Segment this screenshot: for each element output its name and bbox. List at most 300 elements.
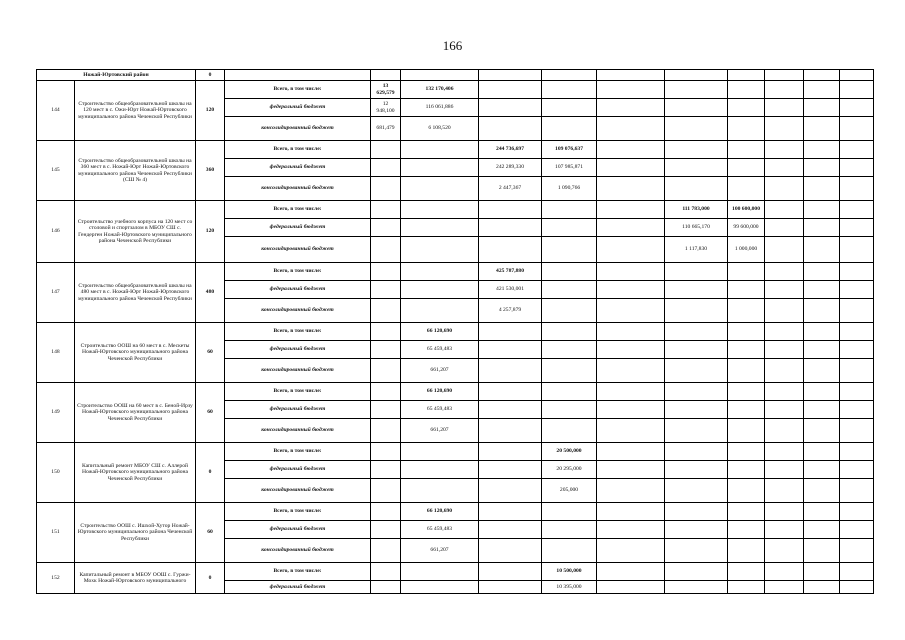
empty-cell <box>840 461 874 479</box>
empty-cell <box>840 401 874 419</box>
empty-cell <box>728 341 765 359</box>
empty-cell <box>371 201 401 219</box>
empty-cell <box>542 341 597 359</box>
consolidated-budget-label: консолидированный бюджет <box>225 117 371 141</box>
empty-cell <box>665 323 728 341</box>
empty-cell <box>371 581 401 594</box>
empty-cell <box>542 539 597 563</box>
empty-cell <box>804 237 840 263</box>
empty-cell <box>479 539 542 563</box>
total-label: Всего, в том числе: <box>225 443 371 461</box>
project-capacity: 360 <box>196 141 225 201</box>
amount-cell: 100 600,000 <box>728 201 765 219</box>
empty-cell <box>728 581 765 594</box>
empty-cell <box>840 201 874 219</box>
empty-cell <box>765 443 804 461</box>
empty-cell <box>728 383 765 401</box>
total-label: Всего, в том числе: <box>225 503 371 521</box>
empty-cell <box>728 81 765 99</box>
empty-cell <box>479 503 542 521</box>
project-name: Строительство ООШ на 60 мест в с. Беной-Ирзу Ножай-Юртовского муниципального района Чеченской Республики <box>75 383 196 443</box>
amount-cell: 66 120,690 <box>401 383 479 401</box>
empty-cell <box>542 237 597 263</box>
empty-cell <box>665 177 728 201</box>
empty-cell <box>728 99 765 117</box>
empty-cell <box>542 70 597 81</box>
empty-cell <box>804 581 840 594</box>
empty-cell <box>765 263 804 281</box>
empty-cell <box>840 479 874 503</box>
empty-cell <box>665 70 728 81</box>
empty-cell <box>401 201 479 219</box>
empty-cell <box>371 359 401 383</box>
empty-cell <box>542 281 597 299</box>
empty-cell <box>665 479 728 503</box>
project-number: 149 <box>37 383 75 443</box>
empty-cell <box>804 219 840 237</box>
empty-cell <box>665 299 728 323</box>
empty-cell <box>840 237 874 263</box>
empty-cell <box>840 563 874 581</box>
empty-cell <box>401 443 479 461</box>
empty-cell <box>597 299 665 323</box>
empty-cell <box>728 70 765 81</box>
empty-cell <box>765 539 804 563</box>
total-label: Всего, в том числе: <box>225 383 371 401</box>
project-number: 150 <box>37 443 75 503</box>
empty-cell <box>665 383 728 401</box>
amount-cell: 681,479 <box>371 117 401 141</box>
empty-cell <box>371 443 401 461</box>
empty-cell <box>665 117 728 141</box>
empty-cell <box>728 563 765 581</box>
empty-cell <box>804 141 840 159</box>
empty-cell <box>542 323 597 341</box>
empty-cell <box>765 383 804 401</box>
consolidated-budget-label: консолидированный бюджет <box>225 539 371 563</box>
empty-cell <box>728 461 765 479</box>
amount-cell: 4 257,879 <box>479 299 542 323</box>
empty-cell <box>371 299 401 323</box>
empty-cell <box>765 81 804 99</box>
page-number: 166 <box>442 38 463 53</box>
empty-cell <box>479 443 542 461</box>
consolidated-budget-label: консолидированный бюджет <box>225 177 371 201</box>
total-label: Всего, в том числе: <box>225 323 371 341</box>
project-number: 147 <box>37 263 75 323</box>
empty-cell <box>542 219 597 237</box>
empty-cell <box>597 581 665 594</box>
amount-cell: 66 120,690 <box>401 503 479 521</box>
empty-cell <box>840 117 874 141</box>
empty-cell <box>804 461 840 479</box>
empty-cell <box>665 263 728 281</box>
empty-cell <box>765 70 804 81</box>
empty-cell <box>401 581 479 594</box>
empty-cell <box>840 383 874 401</box>
empty-cell <box>542 521 597 539</box>
empty-cell <box>597 341 665 359</box>
consolidated-budget-label: консолидированный бюджет <box>225 359 371 383</box>
empty-cell <box>804 81 840 99</box>
empty-cell <box>840 521 874 539</box>
empty-cell <box>479 359 542 383</box>
amount-cell: 111 783,000 <box>665 201 728 219</box>
empty-cell <box>804 281 840 299</box>
table-row <box>37 81 874 99</box>
empty-cell <box>765 401 804 419</box>
project-number: 151 <box>37 503 75 563</box>
empty-cell <box>597 461 665 479</box>
empty-cell <box>542 299 597 323</box>
amount-cell: 110 665,170 <box>665 219 728 237</box>
project-name: Строительство общеобразовательной школы на 360 мест в с. Ножай-Юрт Ножай-Юртовского муниципального района Чеченской Республики (СШ № 4) <box>75 141 196 201</box>
empty-cell <box>371 159 401 177</box>
project-number: 152 <box>37 563 75 594</box>
empty-cell <box>665 401 728 419</box>
empty-cell <box>371 461 401 479</box>
empty-cell <box>840 503 874 521</box>
empty-cell <box>479 461 542 479</box>
empty-cell <box>542 201 597 219</box>
empty-cell <box>765 563 804 581</box>
empty-cell <box>728 117 765 141</box>
district-row <box>37 70 874 81</box>
empty-cell <box>728 503 765 521</box>
empty-cell <box>401 563 479 581</box>
empty-cell <box>804 341 840 359</box>
empty-cell <box>371 237 401 263</box>
empty-cell <box>479 323 542 341</box>
amount-cell: 661,207 <box>401 419 479 443</box>
empty-cell <box>597 70 665 81</box>
federal-budget-label: федеральный бюджет <box>225 461 371 479</box>
consolidated-budget-label: консолидированный бюджет <box>225 419 371 443</box>
table-row <box>37 323 874 341</box>
empty-cell <box>401 237 479 263</box>
empty-cell <box>597 81 665 99</box>
empty-cell <box>728 521 765 539</box>
empty-cell <box>479 117 542 141</box>
empty-cell <box>479 201 542 219</box>
amount-cell: 244 736,697 <box>479 141 542 159</box>
empty-cell <box>401 177 479 201</box>
empty-cell <box>804 70 840 81</box>
empty-cell <box>371 281 401 299</box>
empty-cell <box>804 299 840 323</box>
project-name: Строительство ООШ на 60 мест в с. Мескеты Ножай-Юртовского муниципального района Чеченской Республики <box>75 323 196 383</box>
empty-cell <box>765 419 804 443</box>
empty-cell <box>765 177 804 201</box>
empty-cell <box>840 299 874 323</box>
amount-cell: 107 985,871 <box>542 159 597 177</box>
amount-cell: 661,207 <box>401 539 479 563</box>
project-name: Строительство общеобразовательной школы на 120 мест в с. Ожи-Юрт Ножай-Юртовского муниципального района Чеченской Республики <box>75 81 196 141</box>
empty-cell <box>804 419 840 443</box>
empty-cell <box>597 383 665 401</box>
empty-cell <box>765 117 804 141</box>
empty-cell <box>728 281 765 299</box>
empty-cell <box>479 401 542 419</box>
project-number: 144 <box>37 81 75 141</box>
empty-cell <box>728 479 765 503</box>
empty-cell <box>728 359 765 383</box>
empty-cell <box>479 383 542 401</box>
consolidated-budget-label: консолидированный бюджет <box>225 299 371 323</box>
empty-cell <box>371 503 401 521</box>
empty-cell <box>840 359 874 383</box>
federal-budget-label: федеральный бюджет <box>225 521 371 539</box>
empty-cell <box>597 323 665 341</box>
empty-cell <box>665 581 728 594</box>
project-capacity: 60 <box>196 323 225 383</box>
empty-cell <box>542 117 597 141</box>
empty-cell <box>728 299 765 323</box>
empty-cell <box>225 70 371 81</box>
empty-cell <box>840 159 874 177</box>
project-capacity: 120 <box>196 81 225 141</box>
empty-cell <box>765 359 804 383</box>
amount-cell: 10 500,000 <box>542 563 597 581</box>
empty-cell <box>840 141 874 159</box>
empty-cell <box>765 281 804 299</box>
empty-cell <box>371 521 401 539</box>
empty-cell <box>728 177 765 201</box>
empty-cell <box>597 177 665 201</box>
project-capacity: 60 <box>196 503 225 563</box>
empty-cell <box>371 219 401 237</box>
empty-cell <box>665 461 728 479</box>
amount-cell: 20 500,000 <box>542 443 597 461</box>
empty-cell <box>665 141 728 159</box>
empty-cell <box>371 263 401 281</box>
project-capacity: 0 <box>196 443 225 503</box>
empty-cell <box>804 177 840 201</box>
empty-cell <box>840 281 874 299</box>
project-number: 145 <box>37 141 75 201</box>
project-number: 148 <box>37 323 75 383</box>
total-label: Всего, в том числе: <box>225 81 371 99</box>
empty-cell <box>840 81 874 99</box>
empty-cell <box>401 479 479 503</box>
empty-cell <box>597 359 665 383</box>
empty-cell <box>804 539 840 563</box>
empty-cell <box>765 299 804 323</box>
empty-cell <box>479 81 542 99</box>
federal-budget-label: федеральный бюджет <box>225 401 371 419</box>
empty-cell <box>597 443 665 461</box>
empty-cell <box>665 281 728 299</box>
amount-cell: 99 600,000 <box>728 219 765 237</box>
project-name: Строительство учебного корпуса на 120 мест со столовой и спортзалом в МБОУ СШ с. Гендерген Ножай-Юртовского муниципального района Чеченской Республики <box>75 201 196 263</box>
empty-cell <box>804 359 840 383</box>
empty-cell <box>542 263 597 281</box>
consolidated-budget-label: консолидированный бюджет <box>225 237 371 263</box>
project-capacity: 480 <box>196 263 225 323</box>
empty-cell <box>597 539 665 563</box>
empty-cell <box>479 419 542 443</box>
empty-cell <box>665 503 728 521</box>
amount-cell: 65 459,483 <box>401 521 479 539</box>
empty-cell <box>597 99 665 117</box>
federal-budget-label: федеральный бюджет <box>225 341 371 359</box>
empty-cell <box>371 177 401 201</box>
empty-cell <box>371 323 401 341</box>
empty-cell <box>665 99 728 117</box>
project-capacity: 60 <box>196 383 225 443</box>
empty-cell <box>728 443 765 461</box>
empty-cell <box>840 263 874 281</box>
empty-cell <box>728 323 765 341</box>
total-label: Всего, в том числе: <box>225 563 371 581</box>
empty-cell <box>371 539 401 563</box>
empty-cell <box>765 99 804 117</box>
empty-cell <box>597 281 665 299</box>
empty-cell <box>401 219 479 237</box>
table-row <box>37 443 874 461</box>
empty-cell <box>371 479 401 503</box>
empty-cell <box>597 159 665 177</box>
empty-cell <box>597 141 665 159</box>
empty-cell <box>804 503 840 521</box>
empty-cell <box>728 539 765 563</box>
empty-cell <box>665 443 728 461</box>
table-row <box>37 383 874 401</box>
consolidated-budget-label: консолидированный бюджет <box>225 479 371 503</box>
total-label: Всего, в том числе: <box>225 141 371 159</box>
empty-cell <box>401 281 479 299</box>
empty-cell <box>542 359 597 383</box>
empty-cell <box>401 70 479 81</box>
amount-cell: 12 948,100 <box>371 99 401 117</box>
empty-cell <box>804 401 840 419</box>
empty-cell <box>804 117 840 141</box>
empty-cell <box>765 521 804 539</box>
empty-cell <box>542 503 597 521</box>
empty-cell <box>597 419 665 443</box>
project-name: Капитальный ремонт в МБОУ ООШ с. Гуржи-Мохк Ножай-Юртовского муниципального <box>75 563 196 594</box>
empty-cell <box>840 443 874 461</box>
empty-cell <box>597 401 665 419</box>
table-row <box>37 563 874 581</box>
empty-cell <box>371 401 401 419</box>
amount-cell: 66 120,690 <box>401 323 479 341</box>
empty-cell <box>542 383 597 401</box>
amount-cell: 109 076,637 <box>542 141 597 159</box>
project-number: 146 <box>37 201 75 263</box>
amount-cell: 1 000,000 <box>728 237 765 263</box>
project-capacity: 120 <box>196 201 225 263</box>
table-row <box>37 201 874 219</box>
empty-cell <box>665 563 728 581</box>
empty-cell <box>371 419 401 443</box>
amount-cell: 421 530,001 <box>479 281 542 299</box>
amount-cell: 242 289,330 <box>479 159 542 177</box>
empty-cell <box>765 503 804 521</box>
empty-cell <box>479 479 542 503</box>
empty-cell <box>597 117 665 141</box>
amount-cell: 65 459,483 <box>401 341 479 359</box>
empty-cell <box>765 581 804 594</box>
amount-cell: 20 295,000 <box>542 461 597 479</box>
amount-cell: 13 629,579 <box>371 81 401 99</box>
district-name: Ножай-Юртовский район <box>37 70 196 81</box>
amount-cell: 132 170,406 <box>401 81 479 99</box>
empty-cell <box>542 419 597 443</box>
amount-cell: 116 061,886 <box>401 99 479 117</box>
empty-cell <box>804 383 840 401</box>
empty-cell <box>401 159 479 177</box>
amount-cell: 10 395,000 <box>542 581 597 594</box>
empty-cell <box>665 419 728 443</box>
empty-cell <box>840 419 874 443</box>
empty-cell <box>765 159 804 177</box>
project-name: Строительство общеобразовательной школы на 480 мест в с. Ножай-Юрт Ножай-Юртовского муниципального района Чеченской Республики <box>75 263 196 323</box>
table-row <box>37 503 874 521</box>
empty-cell <box>728 401 765 419</box>
empty-cell <box>804 263 840 281</box>
federal-budget-label: федеральный бюджет <box>225 281 371 299</box>
empty-cell <box>840 539 874 563</box>
empty-cell <box>542 81 597 99</box>
empty-cell <box>479 70 542 81</box>
amount-cell: 6 108,520 <box>401 117 479 141</box>
empty-cell <box>840 581 874 594</box>
empty-cell <box>597 503 665 521</box>
empty-cell <box>665 539 728 563</box>
empty-cell <box>765 341 804 359</box>
federal-budget-label: федеральный бюджет <box>225 581 371 594</box>
project-capacity: 0 <box>196 563 225 594</box>
federal-budget-label: федеральный бюджет <box>225 219 371 237</box>
empty-cell <box>840 219 874 237</box>
empty-cell <box>840 323 874 341</box>
empty-cell <box>840 177 874 201</box>
empty-cell <box>804 323 840 341</box>
empty-cell <box>804 521 840 539</box>
empty-cell <box>728 263 765 281</box>
empty-cell <box>665 359 728 383</box>
empty-cell <box>765 479 804 503</box>
empty-cell <box>401 263 479 281</box>
empty-cell <box>765 141 804 159</box>
amount-cell: 205,000 <box>542 479 597 503</box>
empty-cell <box>665 81 728 99</box>
federal-budget-label: федеральный бюджет <box>225 99 371 117</box>
empty-cell <box>371 70 401 81</box>
empty-cell <box>728 159 765 177</box>
empty-cell <box>542 99 597 117</box>
empty-cell <box>371 383 401 401</box>
empty-cell <box>765 323 804 341</box>
empty-cell <box>597 563 665 581</box>
table-row <box>37 263 874 281</box>
empty-cell <box>479 341 542 359</box>
empty-cell <box>665 341 728 359</box>
empty-cell <box>597 479 665 503</box>
empty-cell <box>804 443 840 461</box>
amount-cell: 1 117,830 <box>665 237 728 263</box>
empty-cell <box>401 461 479 479</box>
empty-cell <box>401 141 479 159</box>
empty-cell <box>597 201 665 219</box>
project-name: Капитальный ремонт МБОУ СШ с. Аллерой Ножай-Юртовского муниципального района Чеченской Республики <box>75 443 196 503</box>
amount-cell: 661,207 <box>401 359 479 383</box>
federal-budget-label: федеральный бюджет <box>225 159 371 177</box>
empty-cell <box>665 159 728 177</box>
total-label: Всего, в том числе: <box>225 263 371 281</box>
empty-cell <box>728 141 765 159</box>
